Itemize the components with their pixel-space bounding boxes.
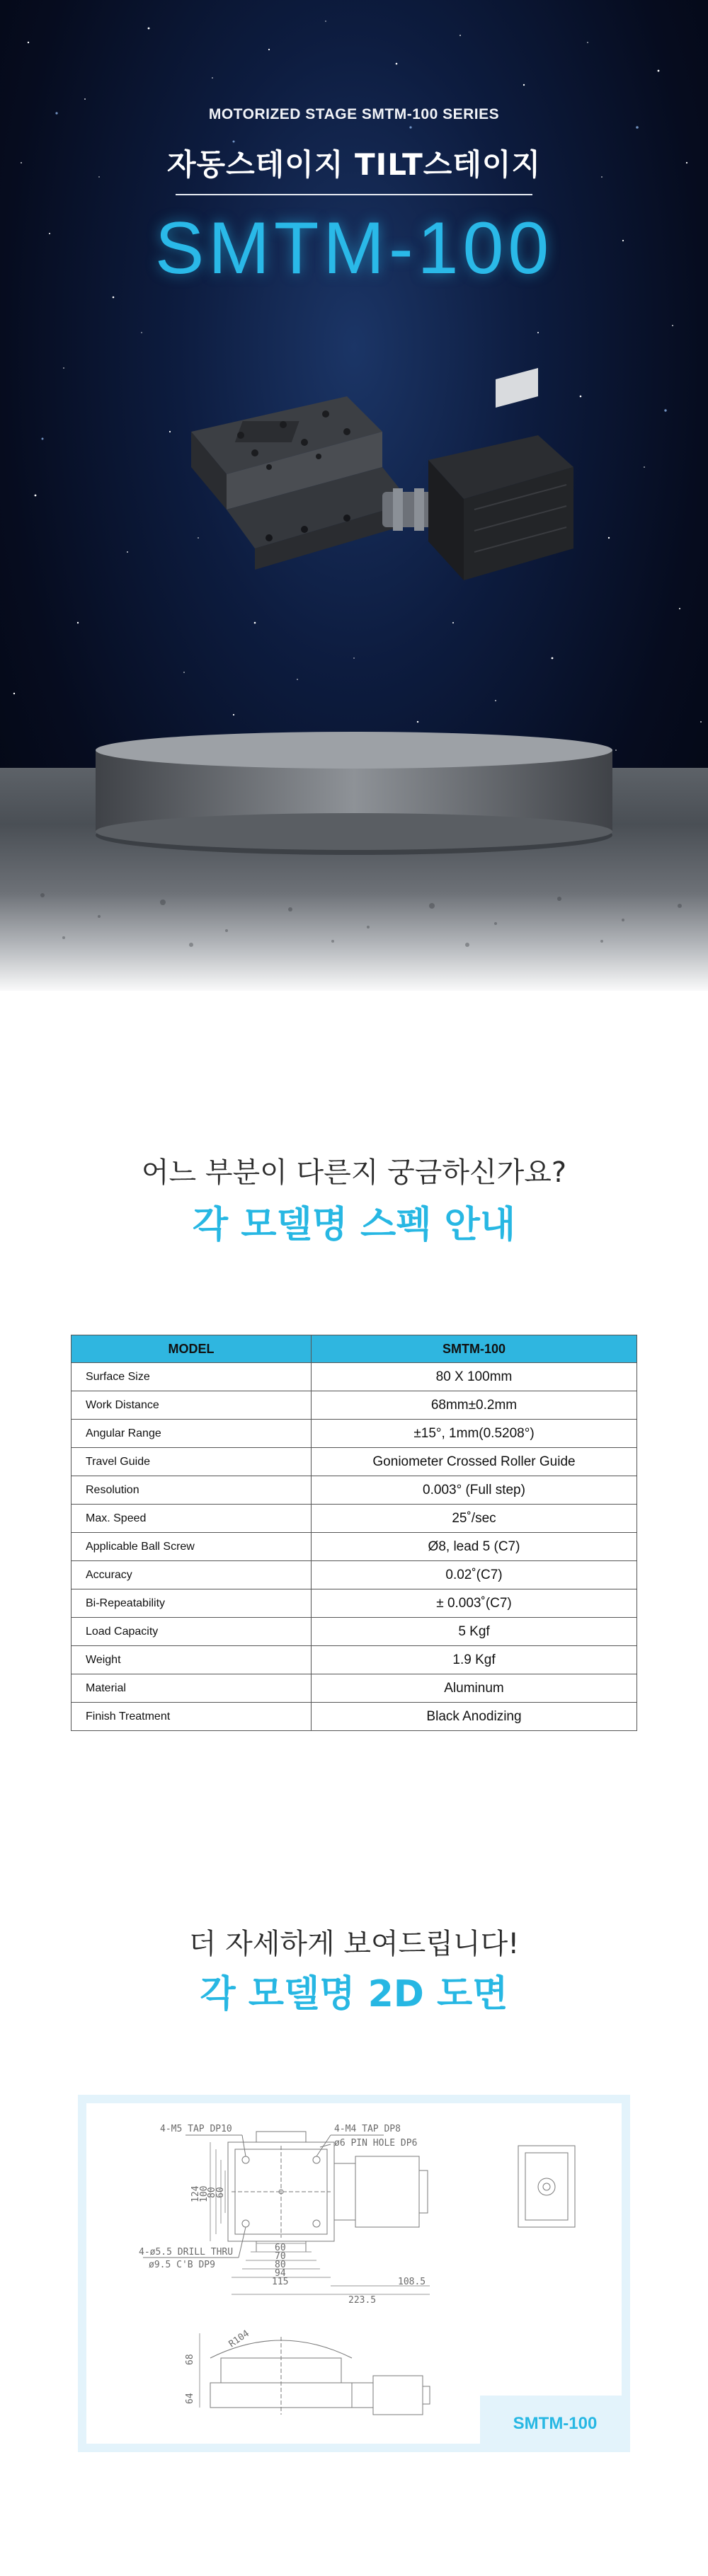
drawing-section-title: 더 자세하게 보여드립니다! — [188, 1928, 520, 1960]
table-row — [72, 1674, 637, 1703]
table-row — [72, 1561, 637, 1589]
spec-value: 25˚/sec — [312, 1505, 637, 1533]
drawing-note-m5-tap: 4-M5 TAP DP10 — [160, 2124, 232, 2134]
spec-table — [71, 1335, 637, 1731]
spec-key: Resolution — [72, 1476, 312, 1505]
spec-value: 68mm±0.2mm — [312, 1391, 637, 1420]
drawing-dim-w70: 70 — [275, 2251, 286, 2262]
table-row — [72, 1476, 637, 1505]
drawing-dim-r104: R104 — [227, 2328, 251, 2350]
table-row — [72, 1391, 637, 1420]
spec-header-key: MODEL — [72, 1335, 312, 1363]
technical-drawing — [86, 2103, 622, 2444]
drawing-dim-h68: 68 — [185, 2354, 195, 2365]
spec-key: Bi-Repeatability — [72, 1589, 312, 1618]
drawing-dim-100: 100 — [199, 2185, 210, 2202]
spec-key: Work Distance — [72, 1391, 312, 1420]
drawing-dim-124: 124 — [190, 2185, 201, 2202]
table-row — [72, 1703, 637, 1731]
table-row — [72, 1363, 637, 1391]
spec-value: 80 X 100mm — [312, 1363, 637, 1391]
spec-section-heading: 각 모델명 스펙 안내 — [192, 1204, 516, 1246]
drawing-dim-h64: 64 — [185, 2393, 195, 2404]
drawing-note-pin-hole: ø6 PIN HOLE DP6 — [334, 2138, 418, 2149]
drawing-dim-w115: 115 — [272, 2277, 289, 2287]
drawing-section-heading: 각 모델명 2D 도면 — [200, 1973, 508, 2016]
hero-title: 자동스테이지 TILT스테이지 — [166, 147, 542, 182]
drawing-dim-w223-5: 223.5 — [348, 2295, 377, 2306]
hero-divider — [176, 194, 532, 195]
drawing-dim-60: 60 — [215, 2187, 226, 2198]
table-row — [72, 1646, 637, 1674]
spec-value: Goniometer Crossed Roller Guide — [312, 1448, 637, 1476]
hero-banner — [0, 0, 708, 991]
table-row — [72, 1448, 637, 1476]
drawing-dim-w94: 94 — [275, 2268, 286, 2279]
spec-value: ± 0.003˚(C7) — [312, 1589, 637, 1618]
spec-key: Accuracy — [72, 1561, 312, 1589]
drawing-dim-80: 80 — [207, 2187, 217, 2198]
spec-value: 0.003° (Full step) — [312, 1476, 637, 1505]
table-row — [72, 1618, 637, 1646]
drawing-dim-w108-5: 108.5 — [398, 2277, 426, 2287]
drawing-model-label: SMTM-100 — [513, 2414, 598, 2433]
spec-value: 0.02˚(C7) — [312, 1561, 637, 1589]
spec-key: Travel Guide — [72, 1448, 312, 1476]
drawing-panel — [86, 2103, 622, 2444]
spec-header-value: SMTM-100 — [312, 1335, 637, 1363]
pedestal — [92, 729, 616, 856]
spec-value: Aluminum — [312, 1674, 637, 1703]
spec-key: Angular Range — [72, 1420, 312, 1448]
product-image — [142, 368, 595, 637]
spec-key: Applicable Ball Screw — [72, 1533, 312, 1561]
spec-section-title: 어느 부분이 다른지 궁금하신가요? — [141, 1156, 567, 1189]
spec-key: Surface Size — [72, 1363, 312, 1391]
spec-value: ±15°, 1mm(0.5208°) — [312, 1420, 637, 1448]
spec-key: Weight — [72, 1646, 312, 1674]
spec-table-header — [72, 1335, 637, 1363]
hero-series-label: MOTORIZED STAGE SMTM-100 SERIES — [208, 106, 500, 122]
spec-value: 5 Kgf — [312, 1618, 637, 1646]
spec-value: Black Anodizing — [312, 1703, 637, 1731]
spec-value: 1.9 Kgf — [312, 1646, 637, 1674]
drawing-note-m4-tap: 4-M4 TAP DP8 — [334, 2124, 401, 2134]
drawing-frame — [78, 2095, 630, 2452]
table-row — [72, 1420, 637, 1448]
table-row — [72, 1589, 637, 1618]
drawing-note-drill: 4-ø5.5 DRILL THRU — [139, 2247, 234, 2258]
table-row — [72, 1505, 637, 1533]
spec-key: Material — [72, 1674, 312, 1703]
spec-key: Load Capacity — [72, 1618, 312, 1646]
drawing-dim-w60: 60 — [275, 2243, 286, 2253]
spec-key: Finish Treatment — [72, 1703, 312, 1731]
spec-value: Ø8, lead 5 (C7) — [312, 1533, 637, 1561]
spec-key: Max. Speed — [72, 1505, 312, 1533]
drawing-dim-w80: 80 — [275, 2260, 286, 2270]
table-row — [72, 1533, 637, 1561]
hero-model-name: SMTM-100 — [154, 207, 554, 289]
drawing-label-box — [480, 2396, 630, 2452]
drawing-note-counterbore: ø9.5 C'B DP9 — [149, 2260, 215, 2270]
